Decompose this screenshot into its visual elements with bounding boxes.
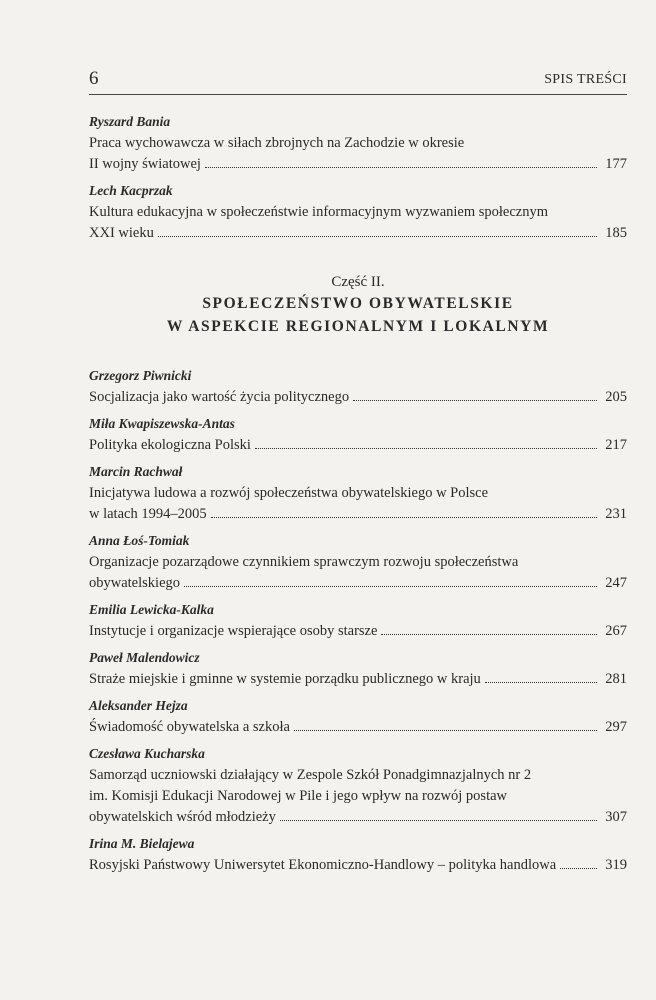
toc-page-number: 267 bbox=[605, 623, 627, 639]
part-title-line-2: W ASPEKCIE REGIONALNYM I LOKALNYM bbox=[166, 318, 550, 335]
toc-entry bbox=[89, 600, 627, 642]
toc-title-last-line bbox=[89, 387, 627, 408]
dot-leader bbox=[255, 448, 597, 449]
part-heading bbox=[89, 272, 627, 338]
toc-title-last-line bbox=[89, 807, 627, 828]
toc-title-last-line bbox=[89, 504, 627, 525]
toc-author: Ryszard Bania bbox=[89, 114, 171, 129]
toc-author: Marcin Rachwał bbox=[89, 464, 183, 479]
toc-page-number: 247 bbox=[605, 575, 627, 591]
toc-title bbox=[89, 717, 627, 738]
page-header bbox=[89, 66, 627, 95]
toc-title-text: obywatelskich wśród młodzieży bbox=[89, 809, 276, 825]
toc-title-last-line bbox=[89, 855, 627, 876]
running-title: SPIS TREŚCI bbox=[544, 72, 627, 87]
toc-title-text: Straże miejskie i gminne w systemie porządku publicznego w kraju bbox=[89, 671, 481, 687]
toc-title-line: Kultura edukacyjna w społeczeństwie informacyjnym wyzwaniem społecznym bbox=[89, 204, 549, 220]
dot-leader bbox=[560, 868, 597, 869]
toc-page-number: 231 bbox=[605, 506, 627, 522]
toc-page-number: 185 bbox=[605, 225, 627, 241]
toc-author: Czesława Kucharska bbox=[89, 746, 205, 761]
toc-title-line: Inicjatywa ludowa a rozwój społeczeństwa obywatelskiego w Polsce bbox=[89, 485, 489, 501]
dot-leader bbox=[158, 236, 597, 237]
toc-author: Paweł Malendowicz bbox=[89, 650, 200, 665]
toc-title-line: Organizacje pozarządowe czynnikiem sprawczym rozwoju społeczeństwa bbox=[89, 554, 519, 570]
toc-title bbox=[89, 765, 627, 828]
toc-title-text: XXI wieku bbox=[89, 225, 154, 241]
toc-author: Anna Łoś-Tomiak bbox=[89, 533, 190, 548]
toc-title-last-line bbox=[89, 717, 627, 738]
toc-author: Irina M. Bielajewa bbox=[89, 836, 195, 851]
toc-entry bbox=[89, 648, 627, 690]
table-of-contents bbox=[89, 112, 627, 876]
toc-list-part-one bbox=[89, 112, 627, 244]
page-number: 6 bbox=[89, 68, 99, 89]
toc-title-text: obywatelskiego bbox=[89, 575, 181, 591]
toc-page-number: 177 bbox=[605, 156, 627, 172]
dot-leader bbox=[294, 730, 597, 731]
toc-list-part-two bbox=[89, 366, 627, 876]
toc-entry bbox=[89, 414, 627, 456]
toc-entry bbox=[89, 112, 627, 175]
toc-title bbox=[89, 552, 627, 594]
part-title-line-1: SPOŁECZEŃSTWO OBYWATELSKIE bbox=[202, 295, 514, 312]
toc-page-number: 297 bbox=[605, 719, 627, 735]
dot-leader bbox=[485, 682, 597, 683]
toc-entry bbox=[89, 531, 627, 594]
toc-entry bbox=[89, 181, 627, 244]
toc-entry bbox=[89, 696, 627, 738]
toc-title-text: Polityka ekologiczna Polski bbox=[89, 437, 251, 453]
toc-author: Aleksander Hejza bbox=[89, 698, 188, 713]
toc-entry bbox=[89, 366, 627, 408]
toc-title bbox=[89, 483, 627, 525]
toc-author: Emilia Lewicka-Kalka bbox=[89, 602, 214, 617]
toc-title-last-line bbox=[89, 669, 627, 690]
toc-title-last-line bbox=[89, 573, 627, 594]
toc-title-last-line bbox=[89, 223, 627, 244]
dot-leader bbox=[211, 517, 597, 518]
toc-page-number: 217 bbox=[605, 437, 627, 453]
toc-page-number: 205 bbox=[605, 389, 627, 405]
toc-title-text: Instytucje i organizacje wspierające osoby starsze bbox=[89, 623, 378, 639]
toc-author: Lech Kacprzak bbox=[89, 183, 173, 198]
toc-title bbox=[89, 133, 627, 175]
toc-title-text: Świadomość obywatelska a szkoła bbox=[89, 719, 290, 735]
toc-author: Grzegorz Piwnicki bbox=[89, 368, 192, 383]
part-label: Część II. bbox=[331, 274, 385, 290]
toc-title-last-line bbox=[89, 154, 627, 175]
toc-entry bbox=[89, 744, 627, 828]
toc-title-line: im. Komisji Edukacji Narodowej w Pile i jego wpływ na rozwój postaw bbox=[89, 788, 508, 804]
toc-title-line: Samorząd uczniowski działający w Zespole Szkół Ponadgimnazjalnych nr 2 bbox=[89, 767, 532, 783]
toc-title bbox=[89, 202, 627, 244]
toc-title-last-line bbox=[89, 621, 627, 642]
dot-leader bbox=[280, 820, 597, 821]
toc-title-last-line bbox=[89, 435, 627, 456]
toc-title bbox=[89, 621, 627, 642]
toc-title bbox=[89, 435, 627, 456]
toc-author: Miła Kwapiszewska-Antas bbox=[89, 416, 235, 431]
toc-title-text: II wojny światowej bbox=[89, 156, 201, 172]
toc-page-number: 319 bbox=[605, 857, 627, 873]
dot-leader bbox=[205, 167, 597, 168]
toc-page-number: 281 bbox=[605, 671, 627, 687]
toc-page-number: 307 bbox=[605, 809, 627, 825]
toc-title-text: Rosyjski Państwowy Uniwersytet Ekonomiczno-Handlowy – polityka handlowa bbox=[89, 857, 557, 873]
dot-leader bbox=[184, 586, 597, 587]
toc-entry bbox=[89, 462, 627, 525]
toc-title bbox=[89, 855, 627, 876]
toc-entry bbox=[89, 834, 627, 876]
toc-title bbox=[89, 387, 627, 408]
toc-title-line: Praca wychowawcza w siłach zbrojnych na Zachodzie w okresie bbox=[89, 135, 465, 151]
dot-leader bbox=[353, 400, 597, 401]
dot-leader bbox=[381, 634, 597, 635]
toc-title-text: w latach 1994–2005 bbox=[89, 506, 207, 522]
toc-title bbox=[89, 669, 627, 690]
toc-title-text: Socjalizacja jako wartość życia politycznego bbox=[89, 389, 350, 405]
